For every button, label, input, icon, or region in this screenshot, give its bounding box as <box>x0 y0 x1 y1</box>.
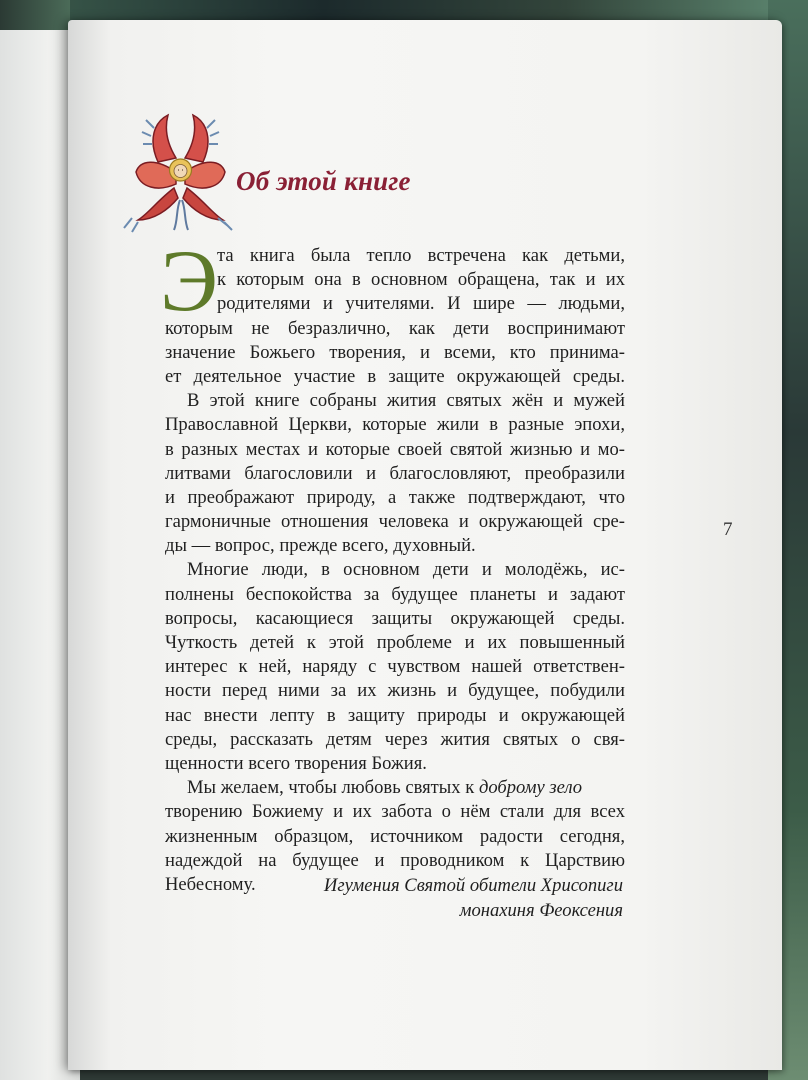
text-line: гармоничные отношения человека и окружающей сре- <box>165 511 625 533</box>
body-text <box>165 244 625 897</box>
text-line: интерес к ней, наряду с чувством нашей ответствен- <box>165 656 625 678</box>
text-line: вопросы, касающиеся защиты окружающей среды. <box>165 607 625 629</box>
signature <box>324 873 623 923</box>
text-line: нас внести лепту в защиту природы и окружающей <box>165 704 625 726</box>
text-line: родителями и учителями. И шире — людьми, <box>217 293 625 315</box>
signature-line-1: Игумения Святой обители Хрисопиги <box>323 875 623 896</box>
text-line: к которым она в основном обращена, так и их <box>217 269 625 291</box>
text-fragment: Мы желаем, чтобы любовь святых к <box>187 777 479 799</box>
text-line: в разных местах и которые своей святой жизнью и мо- <box>165 438 625 460</box>
drop-cap: Э <box>160 233 219 330</box>
signature-line-2: монахиня Феоксения <box>459 900 623 921</box>
text-line: творению Божиему и их забота о нём стали для всех <box>165 801 625 823</box>
text-line: полнены беспокойства за будущее планеты и задают <box>165 583 625 605</box>
text-line: литвами благословили и благословляют, преобразили <box>165 462 625 484</box>
text-line: Многие люди, в основном дети и молодёжь, ис- <box>187 559 625 581</box>
text-line: Небесному. <box>165 873 256 895</box>
text-line: В этой книге собраны жития святых жён и мужей <box>187 390 625 412</box>
text-line: и преображают природу, а также подтверждают, что <box>165 486 625 508</box>
text-line: среды, рассказать детям через жития святых о свя- <box>165 728 625 750</box>
text-line: Православной Церкви, которые жили в разные эпохи, <box>165 414 625 436</box>
text-line: та книга была тепло встречена как детьми, <box>217 245 625 266</box>
text-line: жизненным образцом, источником радости сегодня, <box>165 825 625 847</box>
text-line: значение Божьего творения, и всеми, кто принима- <box>165 341 625 363</box>
text-line: надеждой на будущее и проводником к Царствию <box>165 849 625 871</box>
text-line: ды — вопрос, прежде всего, духовный. <box>165 535 476 557</box>
text-line: Чуткость детей к этой проблеме и их повышенный <box>165 632 625 653</box>
seraphim-icon <box>118 110 243 235</box>
page-title: Об этой книге <box>236 166 411 196</box>
text-line: ности перед ними за их жизнь и будущее, побудили <box>165 680 625 702</box>
page-number: 7 <box>723 519 733 540</box>
text-line: щенности всего творения Божия. <box>165 752 427 774</box>
text-line: которым не безразлично, как дети воспринимают <box>165 317 625 339</box>
italic-phrase: доброму зело <box>478 777 583 799</box>
text-line: ет деятельное участие в защите окружающей среды. <box>165 365 625 387</box>
text-line <box>165 776 625 800</box>
